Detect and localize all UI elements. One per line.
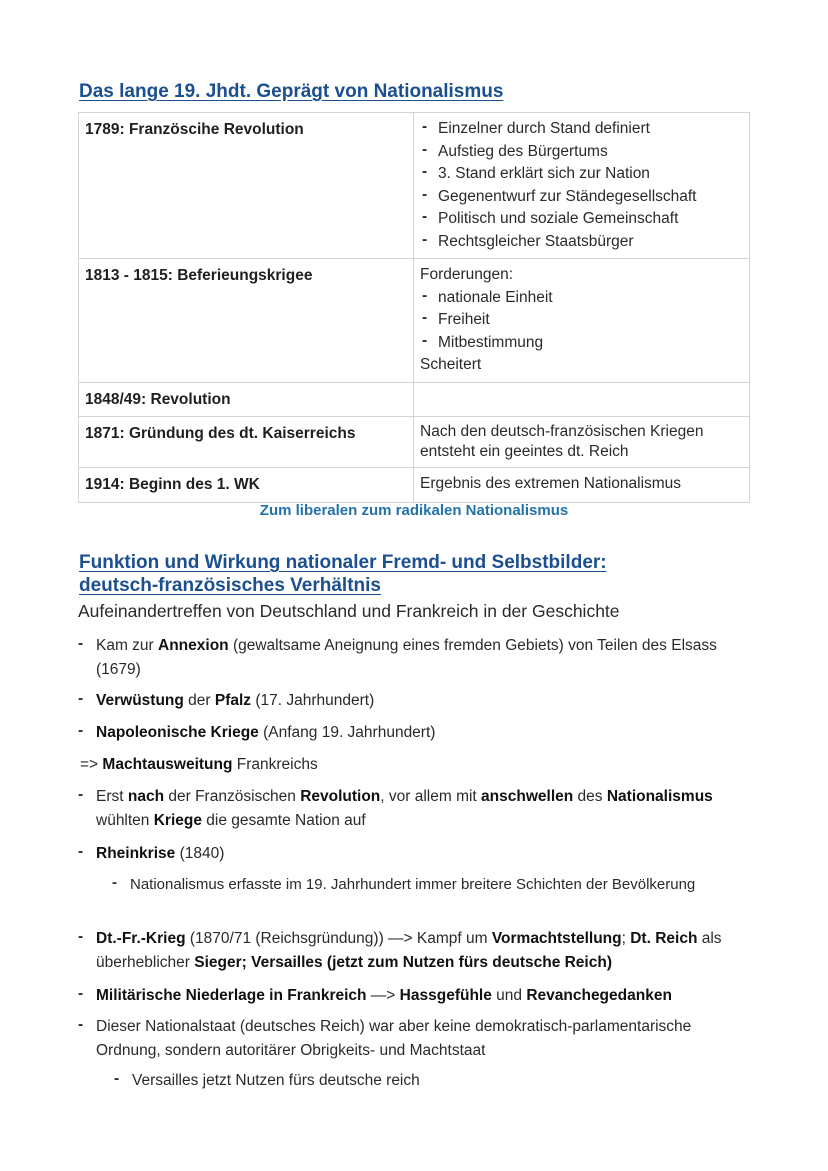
description-cell [414, 382, 750, 417]
table-row [79, 468, 750, 503]
section-title-line: Funktion und Wirkung nationaler Fremd- und Selbstbilder: [79, 552, 607, 573]
list-item: - Freiheit [420, 309, 743, 332]
section-title-line: deutsch-französisches Verhältnis [79, 575, 381, 596]
description-cell [414, 113, 750, 259]
sub-list-item: - Versailles jetzt Nutzen fürs deutsche reich [114, 1070, 420, 1089]
list-item: - nationale Einheit [420, 287, 743, 310]
list-item: - Dieser Nationalstaat (deutsches Reich) war aber keine demokratisch-parlamentarische Ordnung, sondern autoritärer Obrigkeits- und Machtstaat [78, 1016, 692, 1059]
list-item: - Politisch und soziale Gemeinschaft [420, 208, 743, 231]
table-row [79, 259, 750, 383]
description-cell: Ergebnis des extremen Nationalismus [414, 468, 750, 503]
sub-list-item: - Nationalismus erfasste im 19. Jahrhundert immer breitere Schichten der Bevölkerung [112, 874, 696, 893]
list-item: - Aufstieg des Bürgertums [420, 141, 743, 164]
table-row [79, 382, 750, 417]
demands-label: Forderungen: [420, 266, 514, 283]
section-title-relations [79, 551, 607, 597]
result-text: Scheitert [420, 356, 482, 373]
list-item: - Gegenentwurf zur Ständegesellschaft [420, 186, 743, 209]
timeline-table [78, 112, 750, 503]
list-item: - Napoleonische Kriege (Anfang 19. Jahrhundert) [78, 722, 436, 741]
event-cell: 1871: Gründung des dt. Kaiserreichs [79, 417, 414, 468]
table-row [79, 417, 750, 468]
description-cell: Nach den deutsch-französischen Kriegen entsteht ein geeintes dt. Reich [414, 417, 750, 468]
list-item: - Dt.-Fr.-Krieg (1870/71 (Reichsgründung)) —> Kampf um Vormachtstellung; Dt. Reich als überheblicher Sieger; Versailles (jetzt zum Nutzen fürs deutsche Reich) [78, 928, 722, 971]
intro-text: Aufeinandertreffen von Deutschland und Frankreich in der Geschichte [78, 601, 620, 621]
event-cell: 1813 - 1815: Beferieungskrigee [79, 259, 414, 383]
list-item: - Kam zur Annexion (gewaltsame Aneignung eines fremden Gebiets) von Teilen des Elsass (1679) [78, 635, 717, 678]
table-caption: Zum liberalen zum radikalen Nationalismus [259, 502, 569, 519]
list-item: - Verwüstung der Pfalz (17. Jahrhundert) [78, 690, 375, 709]
list-item: - Rechtsgleicher Staatsbürger [420, 231, 743, 254]
event-cell: 1789: Französcihe Revolution [79, 113, 414, 259]
list-item: - Rheinkrise (1840) [78, 843, 225, 862]
list-item: - Einzelner durch Stand definiert [420, 118, 743, 141]
description-cell [414, 259, 750, 383]
table-row [79, 113, 750, 259]
list-item: - Erst nach der Französischen Revolution, vor allem mit anschwellen des Nationalismus wühlten Kriege die gesamte Nation auf [78, 786, 713, 829]
section-title-nationalism: Das lange 19. Jhdt. Geprägt von Nationalismus [79, 81, 504, 102]
list-item: - Militärische Niederlage in Frankreich —> Hassgefühle und Revanchegedanken [78, 985, 672, 1004]
event-cell: 1914: Beginn des 1. WK [79, 468, 414, 503]
bullet-list [420, 287, 743, 355]
conclusion-line: => Machtausweitung Frankreichs [80, 756, 318, 773]
bullet-list [420, 118, 743, 253]
list-item: - Mitbestimmung [420, 332, 743, 355]
list-item: - 3. Stand erklärt sich zur Nation [420, 163, 743, 186]
event-cell: 1848/49: Revolution [79, 382, 414, 417]
